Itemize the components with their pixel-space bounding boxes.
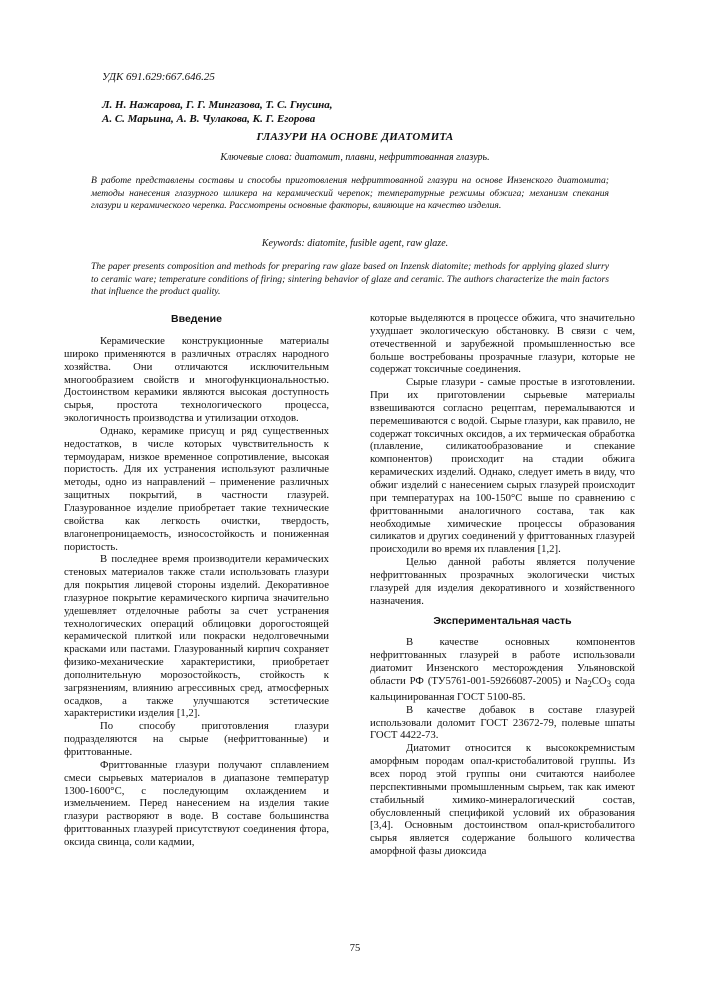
udk-code: УДК 691.629:667.646.25 [102,71,215,83]
keywords-en: Keywords: diatomite, fusible agent, raw glaze. [261,238,449,249]
left-column [64,312,329,849]
paragraph: Диатомит относится к высококремнистым аморфным породам опал-кристобалитовой группы. Из всех пород этой группы они считаются наиболее перспективными промышленным сырьем, так как имеют стабильный химико-минералогический состав, обусловленный спецификой условий их образования [3,4]. Основным достоинством опал-кристобалитого сырья является содержание большого количества аморфной фазы диоксида [370,742,635,858]
paragraph: Целью данной работы является получение нефриттованных прозрачных экологически чистых глазурей для изделия декоративного и хозяйственного назначения. [370,556,635,607]
paragraph-text: В качестве основных компонентов нефриттованных глазурей в работе использовали диатомит Инзенского месторождения Ульяновской области РФ (ТУ5761-001-59266087-2005) и Na [370,636,635,687]
section-heading-introduction: Введение [171,313,222,325]
authors [102,98,622,126]
section-heading-experimental: Экспериментальная часть [433,615,572,628]
abstract-en: The paper presents composition and methods for preparing raw glaze based on Inzensk diatomite; methods for applying glazed slurry to ceramic ware; temperature conditions of firing; sintering behavior of glaze and ceramic. The authors characterize the main factors that influence the product quality. [91,261,609,297]
authors-line-2: А. С. Марьина, А. В. Чулакова, К. Г. Егорова [102,113,316,125]
authors-line-1: Л. Н. Нажарова, Г. Г. Мингазова, Т. С. Гнусина, [102,99,333,111]
paragraph: В качестве добавок в составе глазурей использовали доломит ГОСТ 23672-79, полевые шпаты ГОСТ 4422-73. [370,703,635,742]
paragraph-text: сода кальцинированная ГОСТ 5100-85. [370,674,635,703]
right-column [370,312,635,858]
keywords-ru: Ключевые слова: диатомит, плавни, нефриттованная глазурь. [220,152,490,163]
paragraph: В последнее время производители керамических стеновых материалов также стали использовать глазури для покрытия лицевой стороны изделий. Декоративное глазурное покрытие керамического кирпича значительно удешевляет отделочные работы за счет устранения технологических операций облицовки дорогостоящей керамической плиткой или покраски недолговечными красками или пастами. Глазурованный кирпич сохраняет физико-механические характеристики, приобретает дополнительную морозостойкость, стойкость к загрязнениям, влиянию агрессивных сред, атмосферных осадков, а также улучшаются эстетические характеристики изделия [1,2]. [64,553,329,720]
page-number: 75 [349,943,361,954]
paragraph: По способу приготовления глазури подразделяются на сырые (нефриттованные) и фриттованные. [64,720,329,758]
paragraph: Однако, керамике присущ и ряд существенных недостатков, в числе которых чувствительность к термоударам, низкое временное сопротивление, высокая пористость. Для их устранения используют различные методы, одно из направлений – применение различных защитных покрытий, в частности глазурей. Глазурованное изделие приобретает такие технические свойства как легкость очистки, твердость, влагонепроницаемость, износостойкость и пониженная пористость. [64,424,329,553]
formula-text: CO [591,674,607,687]
paper-title: ГЛАЗУРИ НА ОСНОВЕ ДИАТОМИТА [256,131,454,143]
abstract-ru: В работе представлены составы и способы приготовления нефриттованной глазури на основе Инзенского диатомита; методы нанесения глазурного шликера на керамический черепок; температурные режимы обжига; механизм спекания глазури и керамического черепка. Рассмотрены основные факторы, влияющие на качество изделия. [91,175,609,211]
paragraph: Фриттованные глазури получают сплавлением смеси сырьевых материалов в диапазоне температур 1300-1600°С, с последующим охлаждением и измельчением. Перед нанесением на изделия такие глазури растворяют в воде. В составе большинства фриттованных глазурей присутствуют соединения фтора, оксида свинца, соли кадмии, [64,758,329,848]
paragraph: которые выделяются в процессе обжига, что значительно ухудшает экологическую обстановку. В связи с чем, отечественной и зарубежной промышленностью все больше востребованы прозрачные глазури, которые не содержат токсичные соединения. [370,312,635,376]
subscript: 2 [587,679,592,690]
subscript: 3 [606,679,612,690]
paragraph: Сырые глазури - самые простые в изготовлении. При их приготовлении сырьевые материалы взвешиваются согласно рецептам, перемалываются и перемешиваются с водой. Сырые глазури, как правило, не содержат токсичных оксидов, а их термическая обработка (плавление, силикатообразование и спекание компонентов) происходит на стадии обжига керамических изделий. Однако, следует иметь в виду, что обжиг изделий с нанесением сырых глазурей происходит при температурах на 100-150°С выше по сравнению с фриттованными аналогичного состава, так как необходимые химические процессы образования силикатов и других соединений у фриттованных глазурей происходили во время их плавления [1,2]. [370,376,635,556]
paragraph: Керамические конструкционные материалы широко применяются в различных отраслях народного хозяйства. Они отличаются исключительным многообразием свойств и многофункциональностью. Достоинством керамики являются высокая доступность сырья, простота технологического процесса, экологичность производства и утилизации отходов. [64,335,329,425]
paragraph [370,636,635,703]
